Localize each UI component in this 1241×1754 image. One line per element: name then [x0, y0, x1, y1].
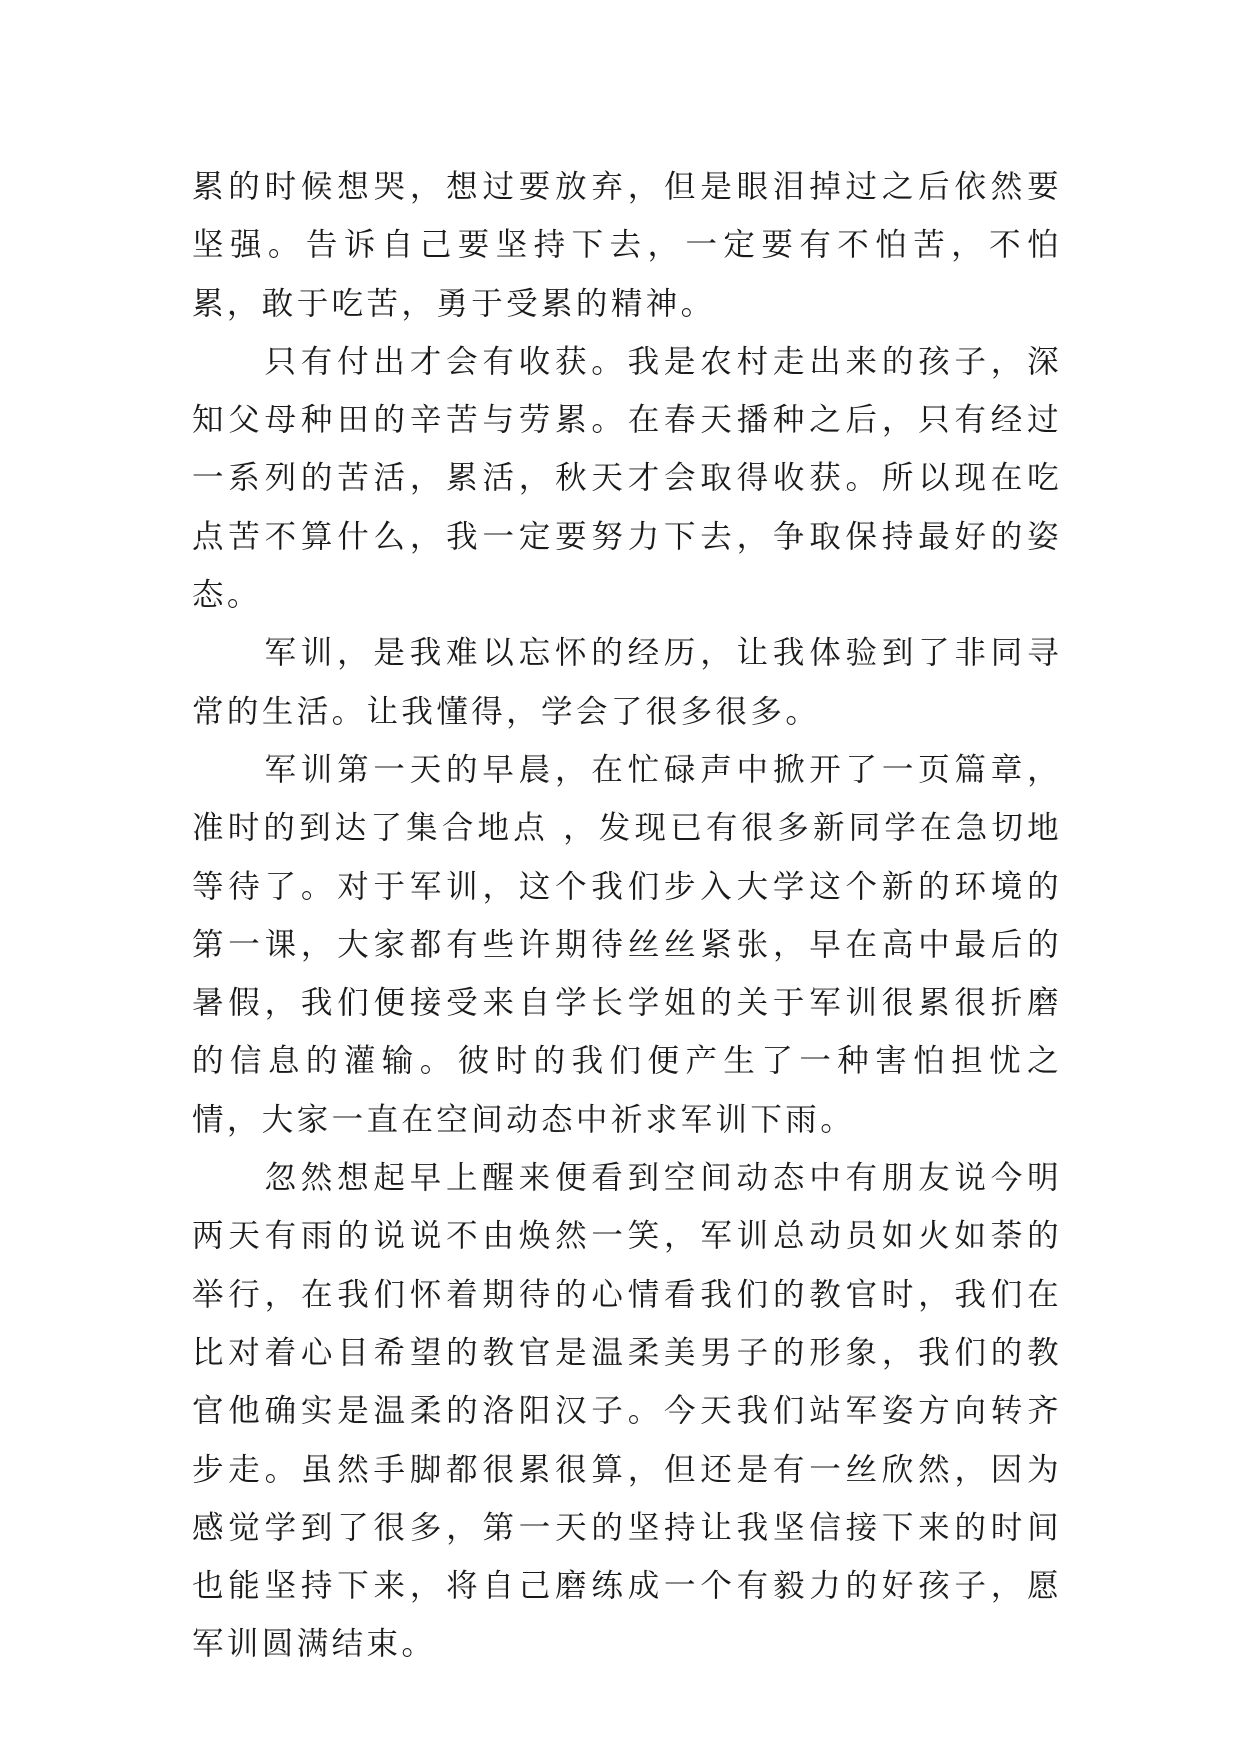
text-line: 对于军训，这个我们步入大学这个新的环境的第一课，大家 — [192, 868, 1062, 963]
text-line: 一个有毅力的好孩子，愿军训圆满结束。 — [192, 1568, 1062, 1663]
text-line: 的洛阳汉子。今天我们站军姿方向转齐步走。虽然手脚都很 — [192, 1393, 1062, 1488]
text-line: 都有些许期待丝丝紧张，早在高中最后的暑假，我们便接受 — [192, 926, 1063, 1022]
text-line: 勇于受累的精神。 — [436, 285, 716, 322]
text-line: 军训，是我难以忘怀的经历，让我体验到了非同寻常的 — [192, 635, 1062, 730]
paragraph-4 — [192, 741, 1062, 1149]
text-line: 累很算，但还是有一丝欣然，因为感觉学到了很多，第一天 — [192, 1451, 1062, 1546]
paragraph-1 — [192, 158, 1062, 333]
text-line: 我一定要努力下去，争取保持最好的姿态。 — [192, 518, 1062, 614]
text-line: 苦活，累活，秋天才会取得收获。所以现在吃点苦不算什么， — [192, 460, 1062, 555]
document-body — [192, 158, 1062, 1674]
text-line: 母种田的辛苦与劳累。在春天播种之后，只有经过一系列的 — [192, 402, 1062, 497]
paragraph-5 — [192, 1149, 1062, 1674]
text-line: 军训第一天的早晨，在忙碌声中掀开了一页篇章，准时 — [192, 751, 1062, 847]
text-line: 来自学长学姐的关于军训很累很折磨的信息的灌输。彼时的 — [192, 985, 1062, 1080]
text-line: 只有付出才会有收获。我是农村走出来的孩子，深知父 — [192, 343, 1062, 439]
text-line: 希望的教官是温柔美男子的形象，我们的教官他确实是温柔 — [192, 1334, 1062, 1430]
text-line: 告诉自己要坚持下去，一定要有不怕苦，不怕累，敢于吃苦， — [192, 227, 1062, 322]
paragraph-3 — [192, 624, 1062, 741]
text-line: 天有雨的说说不由焕然一笑，军训总动员如火如荼的举行， — [192, 1218, 1062, 1313]
text-line: 在我们怀着期待的心情看我们的教官时，我们在比对着心目 — [192, 1276, 1063, 1371]
text-line: 我们便产生了一种害怕担忧之情，大家一直在空间动态中祈 — [192, 1043, 1062, 1138]
paragraph-2 — [192, 333, 1062, 624]
text-line: 求军训下雨。 — [645, 1101, 856, 1138]
text-line: 生活。让我懂得，学会了很多很多。 — [261, 693, 821, 730]
text-line: 的坚持让我坚信接下来的时间也能坚持下来，将自己磨练成 — [192, 1509, 1063, 1605]
text-line: 忽然想起早上醒来便看到空间动态中有朋友说今明两 — [192, 1160, 1062, 1255]
text-line: 的到达了集合地点 ，发现已有很多新同学在急切地等待了。 — [192, 810, 1062, 905]
text-line: 累的时候想哭，想过要放弃，但是眼泪掉过之后依然要坚强。 — [192, 169, 1062, 264]
